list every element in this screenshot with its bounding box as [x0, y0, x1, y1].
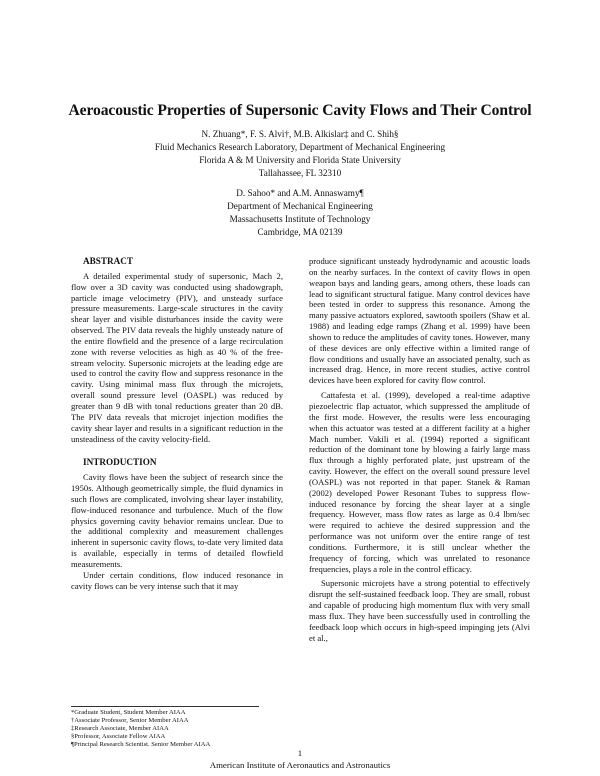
intro-paragraph-1: Cavity flows have been the subject of research since the 1950s. Although geometrically simple, the fluid dynamics in such flows are complicated, involving shear layer instability, flow-induced resonance and turbulence. Much of the flow physics governing cavity behavior remains unclear. Due to the additional complexity and measurement challenges inherent in supersonic cavity flows, to-date very limited data is available, especially in terms of detailed flowfield measurements.	[71, 472, 283, 569]
footnote-2: †Associate Professor, Senior Member AIAA	[71, 717, 189, 724]
footnote-3: ‡Research Associate, Member AIAA	[71, 725, 169, 732]
introduction-heading: INTRODUCTION	[83, 457, 157, 468]
footnote-1: *Graduate Student, Student Member AIAA	[71, 709, 186, 716]
author-line-1: N. Zhuang*, F. S. Alvi†, M.B. Alkislar‡ and C. Shih§	[201, 129, 399, 139]
abstract-text: A detailed experimental study of supersonic, Mach 2, flow over a 3D cavity was conducted using shadowgraph, particle image velocimetry (PIV), and unsteady surface pressure measurements. Large-scale structures in the cavity shear layer and visible disturbances inside the cavity were observed. The PIV data reveals the highly unsteady nature of the entire flowfield and the presence of a large recirculation zone with reverse velocities as high as 40 % of the free-stream velocity. Supersonic microjets at the leading edge are used to control the cavity flow and suppress resonance in the cavity. Using minimal mass flux through the microjets, overall sound pressure level (OASPL) was reduced by greater than 9 dB with tonal reductions greater than 20 dB. The PIV data reveals that microjet injection modifies the cavity shear layer and results in a significant reduction in the unsteadiness of the cavity velocity-field.	[71, 270, 283, 444]
intro-paragraph-2: Under certain conditions, flow induced resonance in cavity flows can be very intense such that it may	[71, 569, 283, 591]
affiliation-institute: Massachusetts Institute of Technology	[229, 214, 371, 224]
author-line-2: D. Sahoo* and A.M. Annaswamy¶	[236, 188, 364, 198]
affiliation-city-2: Cambridge, MA 02139	[257, 227, 343, 237]
affiliation-city-1: Tallahassee, FL 32310	[258, 168, 342, 178]
affiliation-lab: Fluid Mechanics Research Laboratory, Department of Mechanical Engineering	[154, 142, 446, 152]
page-number: 1	[297, 748, 303, 758]
footnote-rule	[71, 706, 259, 707]
footer-organization: American Institute of Aeronautics and Astronautics	[209, 760, 391, 770]
abstract-heading: ABSTRACT	[83, 256, 134, 266]
paper-title: Aeroacoustic Properties of Supersonic Cavity Flows and Their Control	[68, 102, 532, 119]
affiliation-university: Florida A & M University and Florida State University	[199, 155, 401, 165]
right-paragraph-3: Supersonic microjets have a strong potential to effectively disrupt the self-sustained feedback loop. They are small, robust and capable of producing high momentum flux with very small mass flux. They have been successfully used in controlling the feedback loop which occurs in high-speed impinging jets (Alvi et al.,	[309, 578, 530, 643]
right-paragraph-2: Cattafesta et al. (1999), developed a real-time adaptive piezoelectric flap actuator, which suppressed the amplitude of the first mode. However, the results were less encouraging when this actuator was tested at a different facility at a higher Mach number. Vakili et al. (1994) reported a significant reduction of the dominant tone by blowing a fairly large mass flux through a highly perforated plate, just upstream of the cavity. However, the effect on the overall sound pressure level (OASPL) was not reported in that paper. Stanek & Raman (2002) developed Power Resonant Tubes to suppress flow-induced resonance by forcing the shear layer at a single frequency. However, mass flow rates as large as 0.4 lbm/sec were required to achieve the desired suppression and the performance was not uniform over the entire range of test conditions. Furthermore, it is still unclear whether the frequency of forcing, which was unrelated to resonance frequencies, plays a role in the control efficacy.	[309, 390, 530, 574]
right-column	[309, 256, 530, 644]
right-paragraph-1: produce significant unsteady hydrodynamic and acoustic loads on the nearby surfaces. In the context of cavity flows in open weapon bays and landing gears, among others, these loads can lead to significant structural fatigue. Many control devices have been tested in order to suppress this resonance. Among the many passive actuators explored, sawtooth spoilers (Shaw et al. 1988) and leading edge ramps (Zhang et al. 1999) have been shown to reduce the amplitudes of cavity tones. However, many of these devices are only effective within a limited range of flow conditions and usually have an associated penalty, such as increased drag. Hence, in more recent studies, active control devices have been explored for cavity flow control.	[309, 256, 530, 386]
affiliation-department: Department of Mechanical Engineering	[227, 201, 373, 211]
left-column	[71, 256, 283, 591]
footnote-4: §Professor, Associate Fellow AIAA	[71, 733, 166, 740]
footnote-5: ¶Principal Research Scientist. Senior Member AIAA	[71, 741, 211, 748]
